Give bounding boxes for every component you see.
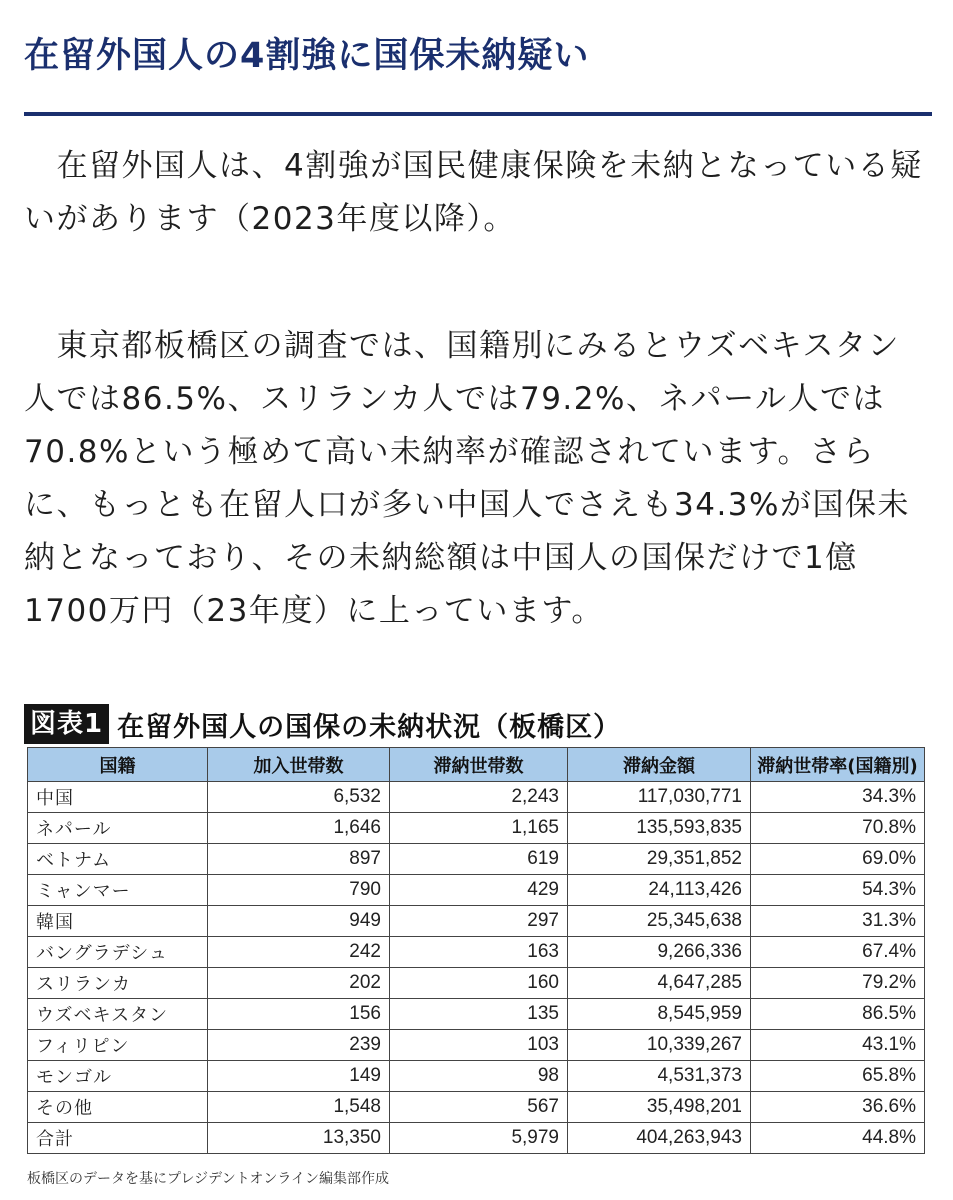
value-cell: 4,531,373 <box>568 1061 751 1092</box>
value-cell: 1,165 <box>390 813 568 844</box>
figure-label: 図表1 <box>24 704 109 744</box>
header-enrolled-households: 加入世帯数 <box>208 748 390 782</box>
value-cell: 44.8% <box>751 1123 925 1154</box>
table-row <box>28 937 925 968</box>
header-delinquent-households: 滞納世帯数 <box>390 748 568 782</box>
value-cell: 43.1% <box>751 1030 925 1061</box>
table-row <box>28 844 925 875</box>
table-row <box>28 906 925 937</box>
nationality-cell: ウズベキスタン <box>28 999 208 1030</box>
nationality-cell: フィリピン <box>28 1030 208 1061</box>
table-row <box>28 1123 925 1154</box>
nationality-cell: その他 <box>28 1092 208 1123</box>
value-cell: 25,345,638 <box>568 906 751 937</box>
value-cell: 29,351,852 <box>568 844 751 875</box>
value-cell: 1,548 <box>208 1092 390 1123</box>
table-row <box>28 782 925 813</box>
value-cell: 34.3% <box>751 782 925 813</box>
value-cell: 35,498,201 <box>568 1092 751 1123</box>
value-cell: 156 <box>208 999 390 1030</box>
value-cell: 9,266,336 <box>568 937 751 968</box>
value-cell: 619 <box>390 844 568 875</box>
value-cell: 135,593,835 <box>568 813 751 844</box>
header-delinquency-rate: 滞納世帯率(国籍別) <box>751 748 925 782</box>
value-cell: 790 <box>208 875 390 906</box>
value-cell: 4,647,285 <box>568 968 751 999</box>
value-cell: 239 <box>208 1030 390 1061</box>
survey-paragraph: 東京都板橋区の調査では、国籍別にみるとウズベキスタン人では86.5%、スリランカ人では79.2%、ネパール人では70.8%という極めて高い未納率が確認されています。さらに、もっとも在留人口が多い中国人でさえも34.3%が国保未納となっており、その未納総額は中国人の国保だけで1億1700万円（23年度）に上っています。 <box>24 328 910 629</box>
value-cell: 69.0% <box>751 844 925 875</box>
table-body <box>28 782 925 1154</box>
value-cell: 429 <box>390 875 568 906</box>
value-cell: 160 <box>390 968 568 999</box>
value-cell: 404,263,943 <box>568 1123 751 1154</box>
figure-source-note: 板橋区のデータを基にプレジデントオンライン編集部作成 <box>27 1171 389 1187</box>
value-cell: 70.8% <box>751 813 925 844</box>
value-cell: 31.3% <box>751 906 925 937</box>
table-row <box>28 1030 925 1061</box>
value-cell: 10,339,267 <box>568 1030 751 1061</box>
unpaid-status-table <box>27 747 925 1154</box>
nationality-cell: モンゴル <box>28 1061 208 1092</box>
table-row <box>28 1092 925 1123</box>
value-cell: 98 <box>390 1061 568 1092</box>
header-nationality: 国籍 <box>28 748 208 782</box>
nationality-cell: 韓国 <box>28 906 208 937</box>
table-row <box>28 1061 925 1092</box>
value-cell: 65.8% <box>751 1061 925 1092</box>
value-cell: 242 <box>208 937 390 968</box>
figure-title <box>24 703 621 745</box>
table-row <box>28 875 925 906</box>
headline-divider <box>24 112 932 116</box>
article-headline: 在留外国人の4割強に国保未納疑い <box>24 36 590 76</box>
value-cell: 149 <box>208 1061 390 1092</box>
value-cell: 949 <box>208 906 390 937</box>
value-cell: 8,545,959 <box>568 999 751 1030</box>
table-row <box>28 968 925 999</box>
value-cell: 2,243 <box>390 782 568 813</box>
table-row <box>28 813 925 844</box>
value-cell: 79.2% <box>751 968 925 999</box>
value-cell: 5,979 <box>390 1123 568 1154</box>
nationality-cell: 合計 <box>28 1123 208 1154</box>
value-cell: 86.5% <box>751 999 925 1030</box>
value-cell: 6,532 <box>208 782 390 813</box>
figure-caption: 在留外国人の国保の未納状況（板橋区） <box>117 711 622 743</box>
value-cell: 135 <box>390 999 568 1030</box>
value-cell: 54.3% <box>751 875 925 906</box>
value-cell: 1,646 <box>208 813 390 844</box>
table-row <box>28 999 925 1030</box>
value-cell: 202 <box>208 968 390 999</box>
value-cell: 36.6% <box>751 1092 925 1123</box>
value-cell: 67.4% <box>751 937 925 968</box>
value-cell: 163 <box>390 937 568 968</box>
value-cell: 567 <box>390 1092 568 1123</box>
nationality-cell: バングラデシュ <box>28 937 208 968</box>
intro-paragraph: 在留外国人は、4割強が国民健康保険を未納となっている疑いがあります（2023年度以降）。 <box>24 148 923 237</box>
value-cell: 897 <box>208 844 390 875</box>
nationality-cell: 中国 <box>28 782 208 813</box>
header-delinquent-amount: 滞納金額 <box>568 748 751 782</box>
nationality-cell: ミャンマー <box>28 875 208 906</box>
nationality-cell: ベトナム <box>28 844 208 875</box>
nationality-cell: ネパール <box>28 813 208 844</box>
nationality-cell: スリランカ <box>28 968 208 999</box>
value-cell: 297 <box>390 906 568 937</box>
value-cell: 117,030,771 <box>568 782 751 813</box>
value-cell: 13,350 <box>208 1123 390 1154</box>
value-cell: 103 <box>390 1030 568 1061</box>
value-cell: 24,113,426 <box>568 875 751 906</box>
table-header-row <box>28 748 925 782</box>
